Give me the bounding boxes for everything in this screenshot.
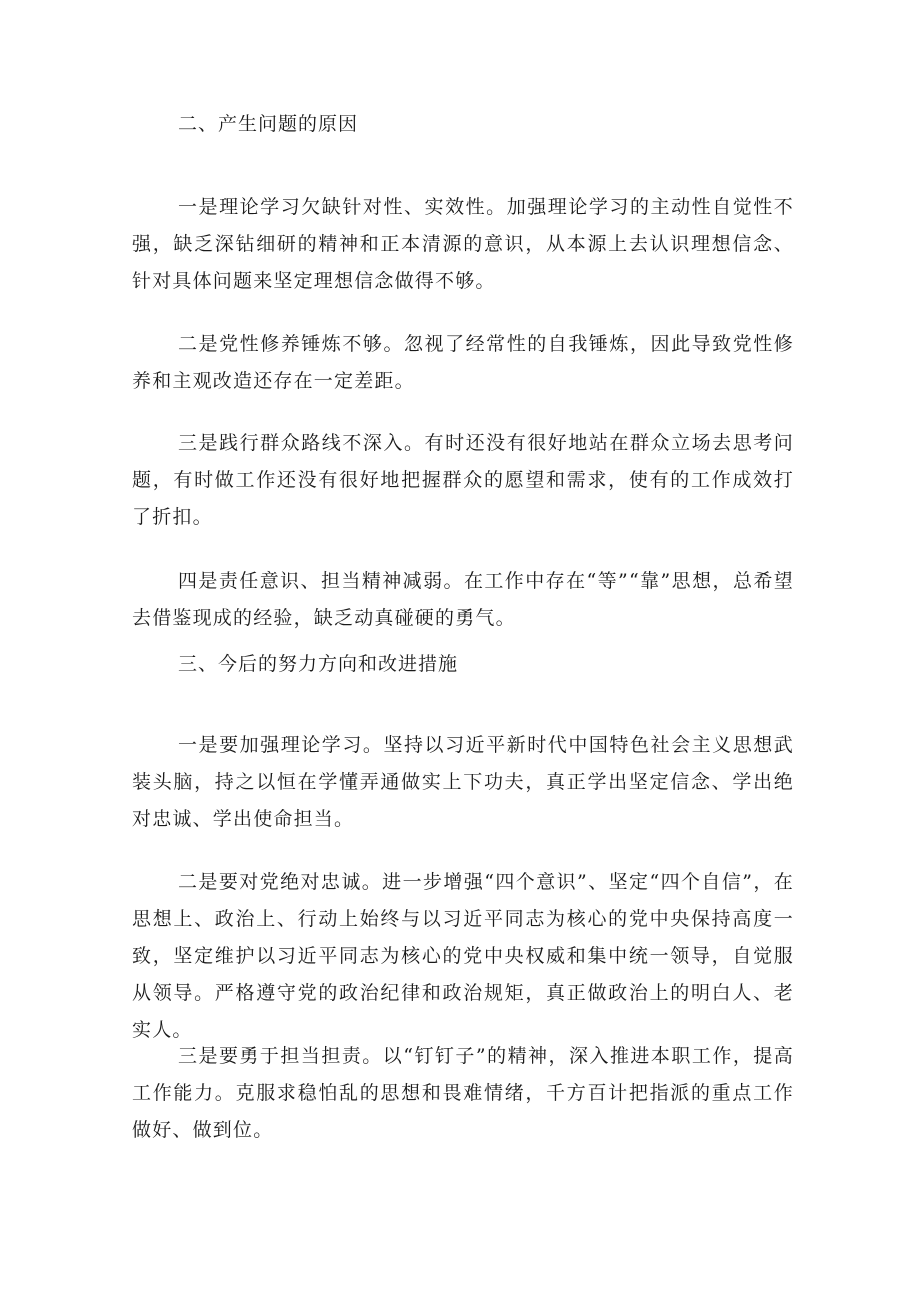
section-heading-measures: 三、今后的努力方向和改进措施 (178, 653, 459, 675)
paragraph-measure-2: 二是要对党绝对忠诚。进一步增强“四个意识”、坚定“四个自信”，在思想上、政治上、行动上始终与以习近平同志为核心的党中央保持高度一致，坚定维护以习近平同志为核心的党中央权威和集中统一领导，自觉服从领导。严格遵守党的政治纪律和政治规矩，真正做政治上的明白人、老实人。 (132, 871, 794, 1041)
paragraph-cause-1: 一是理论学习欠缺针对性、实效性。加强理论学习的主动性自觉性不强，缺乏深钻细研的精神和正本清源的意识，从本源上去认识理想信念、针对具体问题来坚定理想信念做得不够。 (132, 196, 794, 292)
paragraph-cause-3: 三是践行群众路线不深入。有时还没有很好地站在群众立场去思考问题，有时做工作还没有很好地把握群众的愿望和需求，使有的工作成效打了折扣。 (132, 432, 794, 528)
section-heading-causes: 二、产生问题的原因 (178, 113, 359, 135)
paragraph-cause-4: 四是责任意识、担当精神减弱。在工作中存在“等”“靠”思想，总希望去借鉴现成的经验，缺乏动真碰硬的勇气。 (132, 570, 794, 629)
paragraph-measure-3: 三是要勇于担当担责。以“钉钉子”的精神，深入推进本职工作，提高工作能力。克服求稳怕乱的思想和畏难情绪，千方百计把指派的重点工作做好、做到位。 (132, 1045, 794, 1141)
paragraph-cause-2: 二是党性修养锤炼不够。忽视了经常性的自我锤炼，因此导致党性修养和主观改造还存在一定差距。 (132, 333, 794, 392)
paragraph-measure-1: 一是要加强理论学习。坚持以习近平新时代中国特色社会主义思想武装头脑，持之以恒在学懂弄通做实上下功夫，真正学出坚定信念、学出绝对忠诚、学出使命担当。 (132, 734, 794, 830)
